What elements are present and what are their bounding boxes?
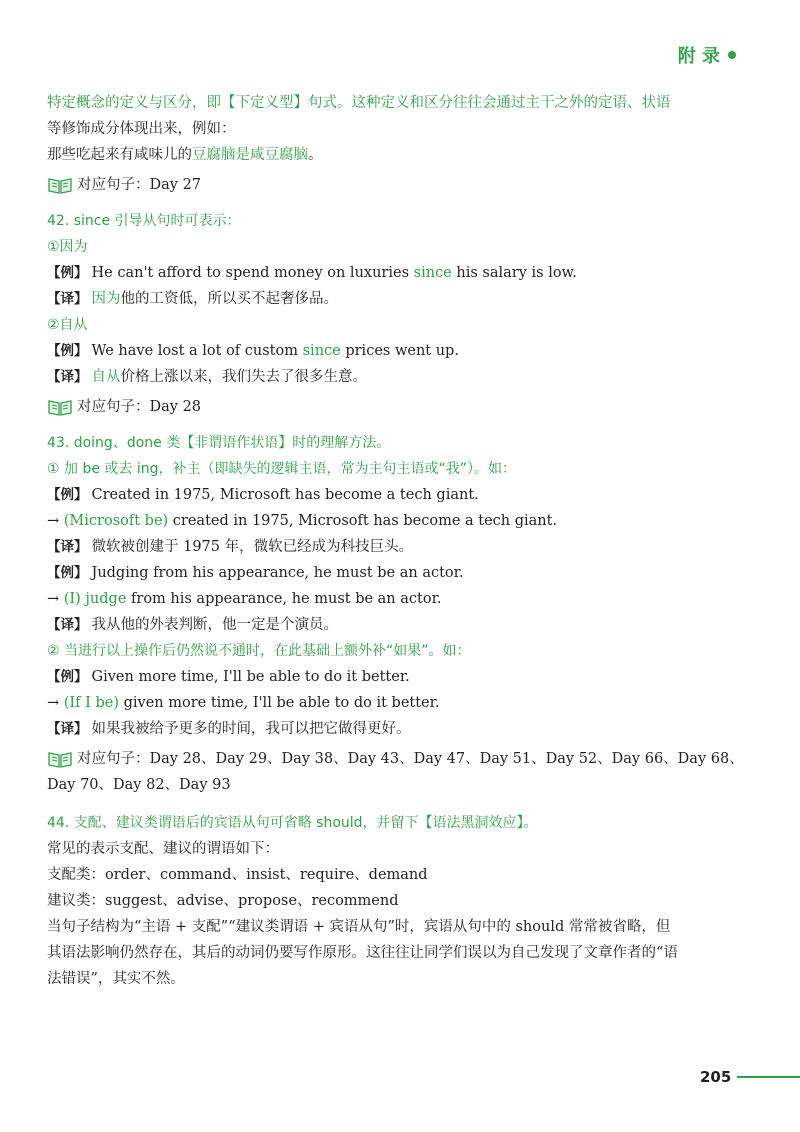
section-43-translation-2 bbox=[47, 612, 757, 638]
example-text: Judging from his appearance, he must be an actor. bbox=[91, 565, 464, 581]
arrow-icon: → bbox=[47, 695, 64, 711]
section-42-translation-2 bbox=[47, 364, 757, 390]
translation-highlight: 因为 bbox=[91, 291, 121, 307]
translation-text: 如果我被给予更多的时间，我可以把它做得更好。 bbox=[91, 721, 411, 737]
translation-tag: 【译】 bbox=[47, 291, 88, 307]
example-text: Created in 1975, Microsoft has become a tech giant. bbox=[91, 487, 479, 503]
arrow-text: created in 1975, Microsoft has become a tech giant. bbox=[168, 513, 558, 529]
section-42-sub2: ②自从 bbox=[47, 317, 88, 333]
example-tag: 【例】 bbox=[47, 265, 88, 281]
running-header bbox=[678, 42, 736, 68]
arrow-text: given more time, I'll be able to do it better. bbox=[118, 695, 440, 711]
section-44-line-6: 法错误”，其实不然。 bbox=[47, 971, 185, 987]
open-book-icon bbox=[47, 397, 73, 417]
example-highlight: since bbox=[413, 265, 452, 281]
section-43-arrow-3 bbox=[47, 690, 757, 716]
open-book-icon bbox=[47, 175, 73, 195]
intro-line-3 bbox=[47, 142, 757, 168]
section-44-line-5: 其语法影响仍然存在，其后的动词仍要写作原形。这往往让同学们误以为自己发现了文章作者的“语 bbox=[47, 945, 678, 961]
translation-text: 他的工资低，所以买不起奢侈品。 bbox=[120, 291, 338, 307]
footer-rule bbox=[737, 1076, 800, 1078]
section-43-translation-1 bbox=[47, 534, 757, 560]
intro-example-highlight: 豆腐脑是咸豆腐脑 bbox=[192, 147, 308, 163]
example-text-end: his salary is low. bbox=[451, 265, 577, 281]
section-43-example-3 bbox=[47, 664, 757, 690]
reference-day-27 bbox=[47, 172, 757, 198]
open-book-icon bbox=[47, 749, 73, 769]
arrow-highlight: (I) judge bbox=[63, 591, 127, 607]
reference-days-list bbox=[47, 746, 757, 772]
arrow-icon: → bbox=[47, 513, 64, 529]
page-content bbox=[47, 90, 757, 992]
section-44-title: 44. 支配、建议类谓语后的宾语从句可省略 should，并留下【语法黑洞效应】。 bbox=[47, 815, 538, 831]
section-43-example-1 bbox=[47, 482, 757, 508]
translation-text: 价格上涨以来，我们失去了很多生意。 bbox=[120, 369, 367, 385]
translation-highlight: 自从 bbox=[91, 369, 121, 385]
example-text-end: prices went up. bbox=[340, 343, 459, 359]
section-44-line-3: 建议类：suggest、advise、propose、recommend bbox=[47, 893, 399, 909]
section-42-example-1 bbox=[47, 260, 757, 286]
section-44-line-1: 常见的表示支配、建议的谓语如下： bbox=[47, 841, 279, 857]
intro-example-a: 那些吃起来有咸味儿的 bbox=[47, 147, 192, 163]
translation-tag: 【译】 bbox=[47, 539, 88, 555]
reference-text: 对应句子：Day 27 bbox=[77, 177, 202, 193]
reference-text: 对应句子：Day 28 bbox=[77, 399, 202, 415]
page-footer bbox=[700, 1068, 800, 1086]
translation-text: 微软被创建于 1975 年，微软已经成为科技巨头。 bbox=[91, 539, 414, 555]
example-text: Given more time, I'll be able to do it better. bbox=[91, 669, 410, 685]
section-43-sub1: ① 加 be 或去 ing，补主（即缺失的逻辑主语，常为主句主语或“我”）。如： bbox=[47, 461, 517, 477]
translation-text: 我从他的外表判断，他一定是个演员。 bbox=[91, 617, 338, 633]
reference-text: 对应句子：Day 28、Day 29、Day 38、Day 43、Day 47、Day 51、Day 52、Day 66、Day 68、 bbox=[77, 751, 744, 767]
example-tag: 【例】 bbox=[47, 669, 88, 685]
example-text: He can't afford to spend money on luxuries bbox=[91, 265, 414, 281]
section-43-sub2: ② 当进行以上操作后仍然说不通时，在此基础上额外补“如果”。如： bbox=[47, 643, 471, 659]
intro-green-text-2: 这种定义和区分往往会通过主干之外的定语、状语 bbox=[351, 95, 671, 111]
page-number: 205 bbox=[700, 1068, 732, 1086]
section-42-translation-1 bbox=[47, 286, 757, 312]
reference-text-line-2: Day 70、Day 82、Day 93 bbox=[47, 777, 231, 793]
header-dot bbox=[728, 51, 736, 59]
translation-tag: 【译】 bbox=[47, 617, 88, 633]
translation-tag: 【译】 bbox=[47, 369, 88, 385]
translation-tag: 【译】 bbox=[47, 721, 88, 737]
intro-example-end: 。 bbox=[308, 147, 323, 163]
example-text: We have lost a lot of custom bbox=[91, 343, 303, 359]
reference-day-28 bbox=[47, 394, 757, 420]
intro-green-text: 特定概念的定义与区分，即【下定义型】句式。 bbox=[47, 95, 352, 111]
intro-line-2: 等修饰成分体现出来，例如： bbox=[47, 121, 236, 137]
section-43-example-2 bbox=[47, 560, 757, 586]
arrow-text: from his appearance, he must be an actor. bbox=[126, 591, 442, 607]
example-highlight: since bbox=[302, 343, 341, 359]
section-44-line-4: 当句子结构为“主语 + 支配”“建议类谓语 + 宾语从句”时，宾语从句中的 should 常常被省略，但 bbox=[47, 919, 671, 935]
intro-line-1 bbox=[47, 90, 757, 116]
example-tag: 【例】 bbox=[47, 565, 88, 581]
arrow-highlight: (If I be) bbox=[63, 695, 119, 711]
section-43-translation-3 bbox=[47, 716, 757, 742]
header-title: 附 录 bbox=[677, 46, 720, 67]
section-42-example-2 bbox=[47, 338, 757, 364]
example-tag: 【例】 bbox=[47, 343, 88, 359]
arrow-icon: → bbox=[47, 591, 64, 607]
section-44-line-2: 支配类：order、command、insist、require、demand bbox=[47, 867, 428, 883]
section-42-sub1: ①因为 bbox=[47, 239, 88, 255]
section-43-title: 43. doing、done 类【非谓语作状语】时的理解方法。 bbox=[47, 435, 391, 451]
example-tag: 【例】 bbox=[47, 487, 88, 503]
arrow-highlight: (Microsoft be) bbox=[63, 513, 169, 529]
section-42-title: 42. since 引导从句时可表示： bbox=[47, 213, 241, 229]
section-43-arrow-1 bbox=[47, 508, 757, 534]
section-43-arrow-2 bbox=[47, 586, 757, 612]
spacer bbox=[47, 798, 757, 810]
